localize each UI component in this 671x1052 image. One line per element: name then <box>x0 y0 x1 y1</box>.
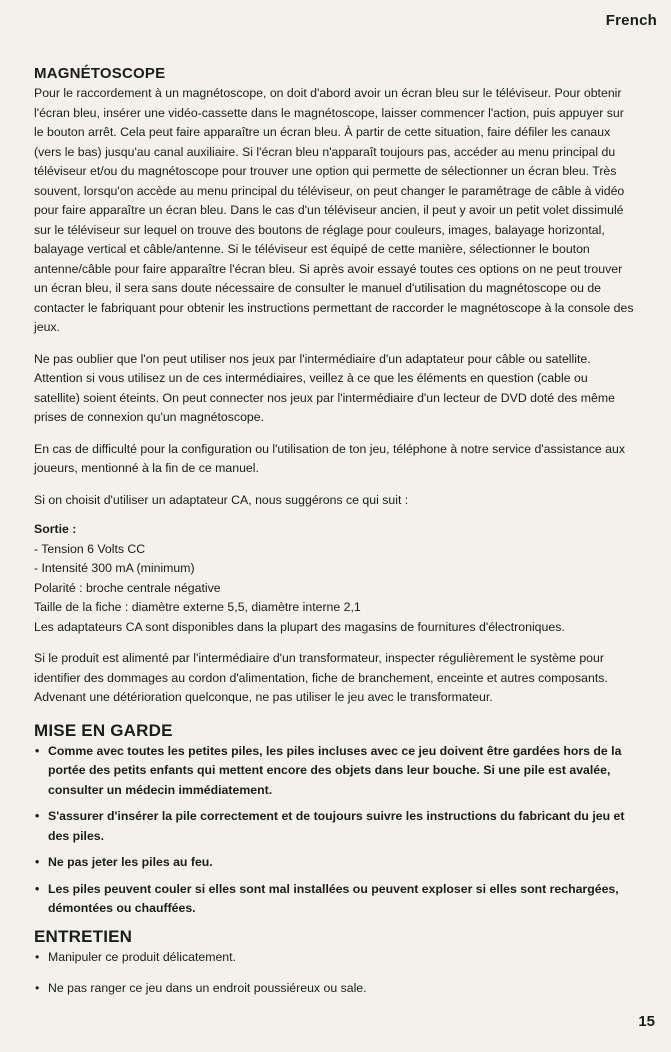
vcr-heading: MAGNÉTOSCOPE <box>34 65 166 82</box>
vcr-paragraph-3: En cas de difficulté pour la configuration ou l'utilisation de ton jeu, téléphone à notre service d'assistance aux joueurs, mentionné à la fin de ce manuel. <box>34 441 625 475</box>
warning-heading: MISE EN GARDE <box>34 720 173 740</box>
vcr-paragraph-1: Pour le raccordement à un magnétoscope, on doit d'abord avoir un écran bleu sur le téléviseur. Pour obtenir l'écran bleu, insérer une vidéo-cassette dans le magnétoscope, laisser commencer l'action, puis appuyer sur le bouton arrêt. Cela peut faire apparaître un écran bleu. À partir de cette situation, faire défiler les canaux (vers le bas) jusqu'au canal auxiliaire. Si l'écran bleu n'apparaît toujours pas, accéder au menu principal du téléviseur et/ou du magnétoscope pour trouver une option qui permette de sélectionner un écran bleu. Très souvent, lorsqu'on accède au menu principal du téléviseur, on peut changer le paramétrage de câble à vidéo pour faire apparaître un écran bleu. Dans le cas d'un téléviseur ancien, il peut y avoir un petit volet dissimulé sur le téléviseur sur lequel on trouve des boutons de réglage pour couleurs, images, balayage horizontal, balayage vertical et câble/antenne. Si le téléviseur est équipé de cette manière, sélectionner le bouton antenne/câble pour faire apparaître l'écran bleu. Si après avoir essayé toutes ces options on ne peut trouver un écran bleu, il sera sans doute nécessaire de consulter le manuel d'utilisation du magnétoscope ou de contacter le fabriquant pour obtenir les instructions permettant de raccorder le magnétoscope à la console des jeux. <box>34 86 634 334</box>
spec-voltage: - Tension 6 Volts CC <box>34 541 146 556</box>
spec-availability: Les adaptateurs CA sont disponibles dans la plupart des magasins de fournitures d'électroniques. <box>34 619 565 634</box>
warning-item-4: • Les piles peuvent couler si elles sont mal installées ou peuvent exploser si elles sont rechargées, démontées ou chauffées. <box>34 880 634 919</box>
vcr-paragraph-4: Si on choisit d'utiliser un adaptateur CA, nous suggérons ce qui suit : <box>34 492 409 507</box>
warning-item-1: • Comme avec toutes les petites piles, les piles incluses avec ce jeu doivent être gardées hors de la portée des petits enfants qui mettent encore des objets dans leur bouche. Si une pile est avalée, consulter un médecin immédiatement. <box>34 742 634 801</box>
vcr-paragraph-2: Ne pas oublier que l'on peut utiliser nos jeux par l'intermédiaire d'un adaptateur pour câble ou satellite. Attention si vous utilisez un de ces intermédiaires, veillez à ce que les éléments en question (cable ou satellite) soient éteints. On peut connecter nos jeux par l'intermédiaire d'un lecteur de DVD doté des même prises de connexion qu'un magnétoscope. <box>34 351 615 424</box>
care-list <box>34 948 634 999</box>
page-content <box>34 64 634 1006</box>
page-number: 15 <box>638 1013 655 1030</box>
sortie-heading: Sortie : <box>34 522 77 536</box>
sortie-specs <box>34 540 634 638</box>
spec-current: - Intensité 300 mA (minimum) <box>34 561 195 575</box>
warning-list <box>34 742 634 919</box>
care-item-1: • Manipuler ce produit délicatement. <box>34 948 634 968</box>
care-heading: ENTRETIEN <box>34 926 133 946</box>
spec-plug-size: Taille de la fiche : diamètre externe 5,5, diamètre interne 2,1 <box>34 600 361 614</box>
spec-polarity: Polarité : broche centrale négative <box>34 580 221 595</box>
language-label: French <box>605 12 657 29</box>
care-item-2: • Ne pas ranger ce jeu dans un endroit poussiéreux ou sale. <box>34 979 634 999</box>
vcr-closing-paragraph: Si le produit est alimenté par l'intermédiaire d'un transformateur, inspecter régulièrement le système pour identifier des dommages au cordon d'alimentation, fiche de branchement, enceinte et autres composants. Advenant une détérioration quelconque, ne pas utiliser le jeu avec le transformateur. <box>34 651 608 704</box>
warning-item-3: • Ne pas jeter les piles au feu. <box>34 853 634 873</box>
warning-item-2: • S'assurer d'insérer la pile correctement et de toujours suivre les instructions du fabricant du jeu et des piles. <box>34 807 634 846</box>
